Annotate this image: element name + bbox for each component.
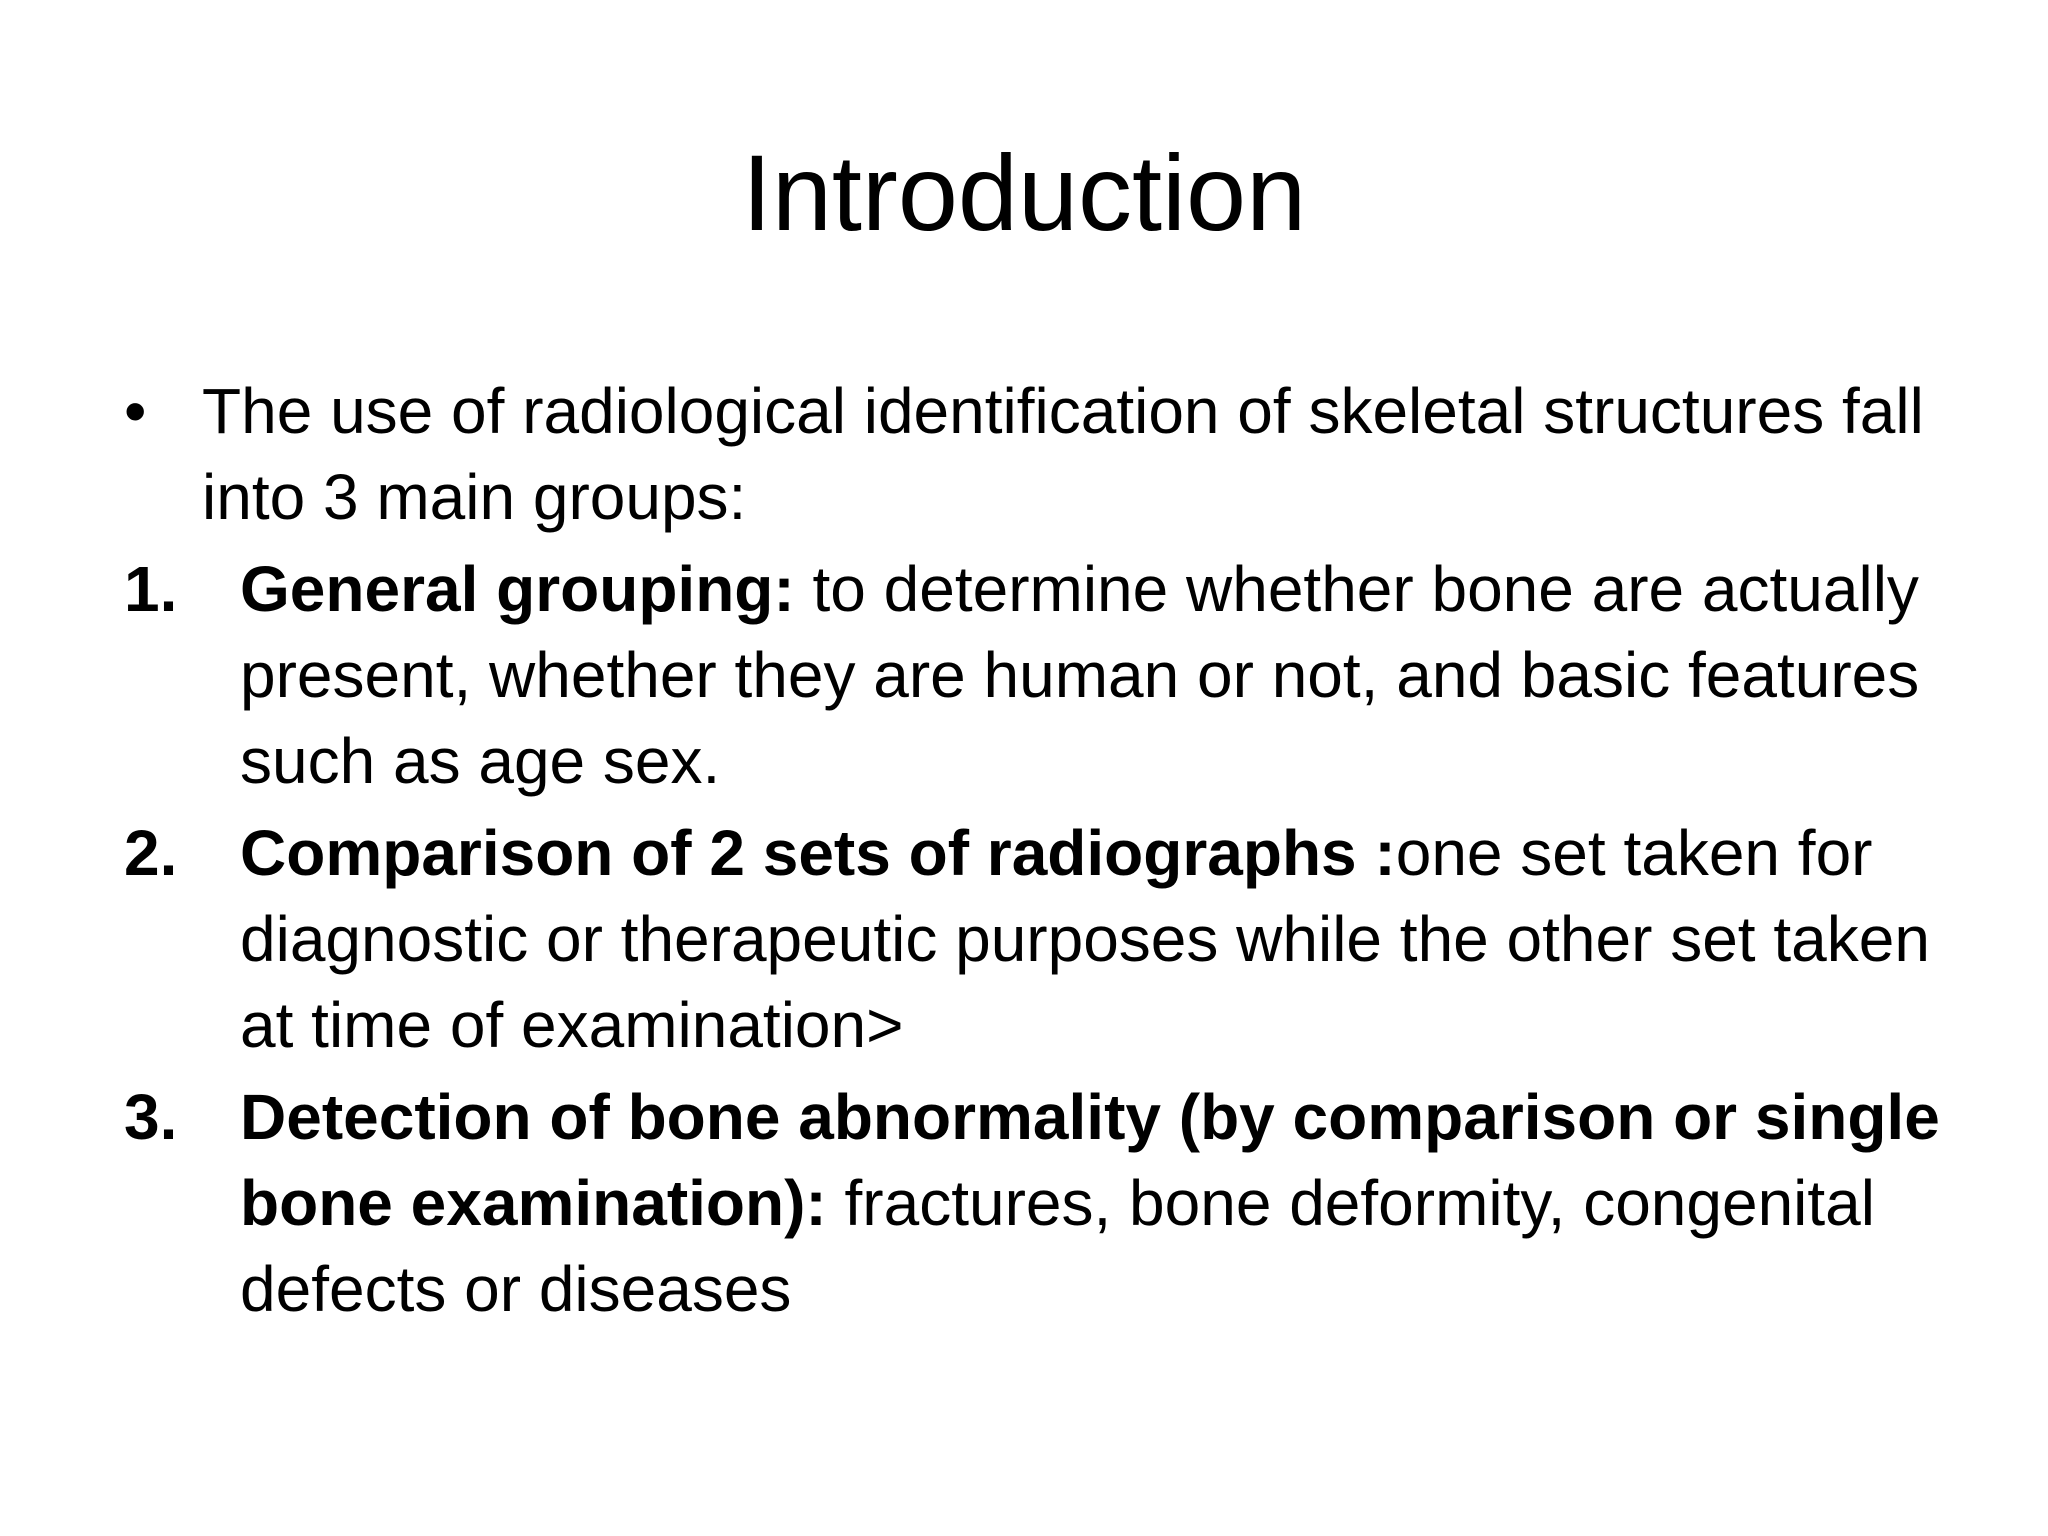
- list-item-text: one set taken for diagnostic or therapeutic purposes while the other set taken at time of examination>: [240, 817, 1930, 1061]
- list-item-number: 2.: [124, 817, 178, 889]
- list-item-number: 3.: [124, 1081, 178, 1153]
- list-item-3: [120, 1074, 1960, 1332]
- bullet-icon: •: [124, 375, 147, 447]
- slide-body: [120, 368, 1960, 1338]
- intro-bullet-text: The use of radiological identification of skeletal structures fall into 3 main groups:: [202, 375, 1924, 533]
- list-item-heading: Detection of bone abnormality (by comparison or single bone examination):: [240, 1081, 1940, 1239]
- list-item-number: 1.: [124, 553, 178, 625]
- list-item-1: [120, 546, 1960, 804]
- intro-bullet: [120, 368, 1960, 540]
- list-item-text: fractures, bone deformity, congenital defects or diseases: [240, 1167, 1875, 1325]
- slide-title: Introduction: [741, 132, 1307, 253]
- list-item-heading: General grouping:: [240, 553, 795, 625]
- list-item-text: to determine whether bone are actually present, whether they are human or not, and basic features such as age sex.: [240, 553, 1920, 797]
- list-item-2: [120, 810, 1960, 1068]
- list-item-heading: Comparison of 2 sets of radiographs :: [240, 817, 1396, 889]
